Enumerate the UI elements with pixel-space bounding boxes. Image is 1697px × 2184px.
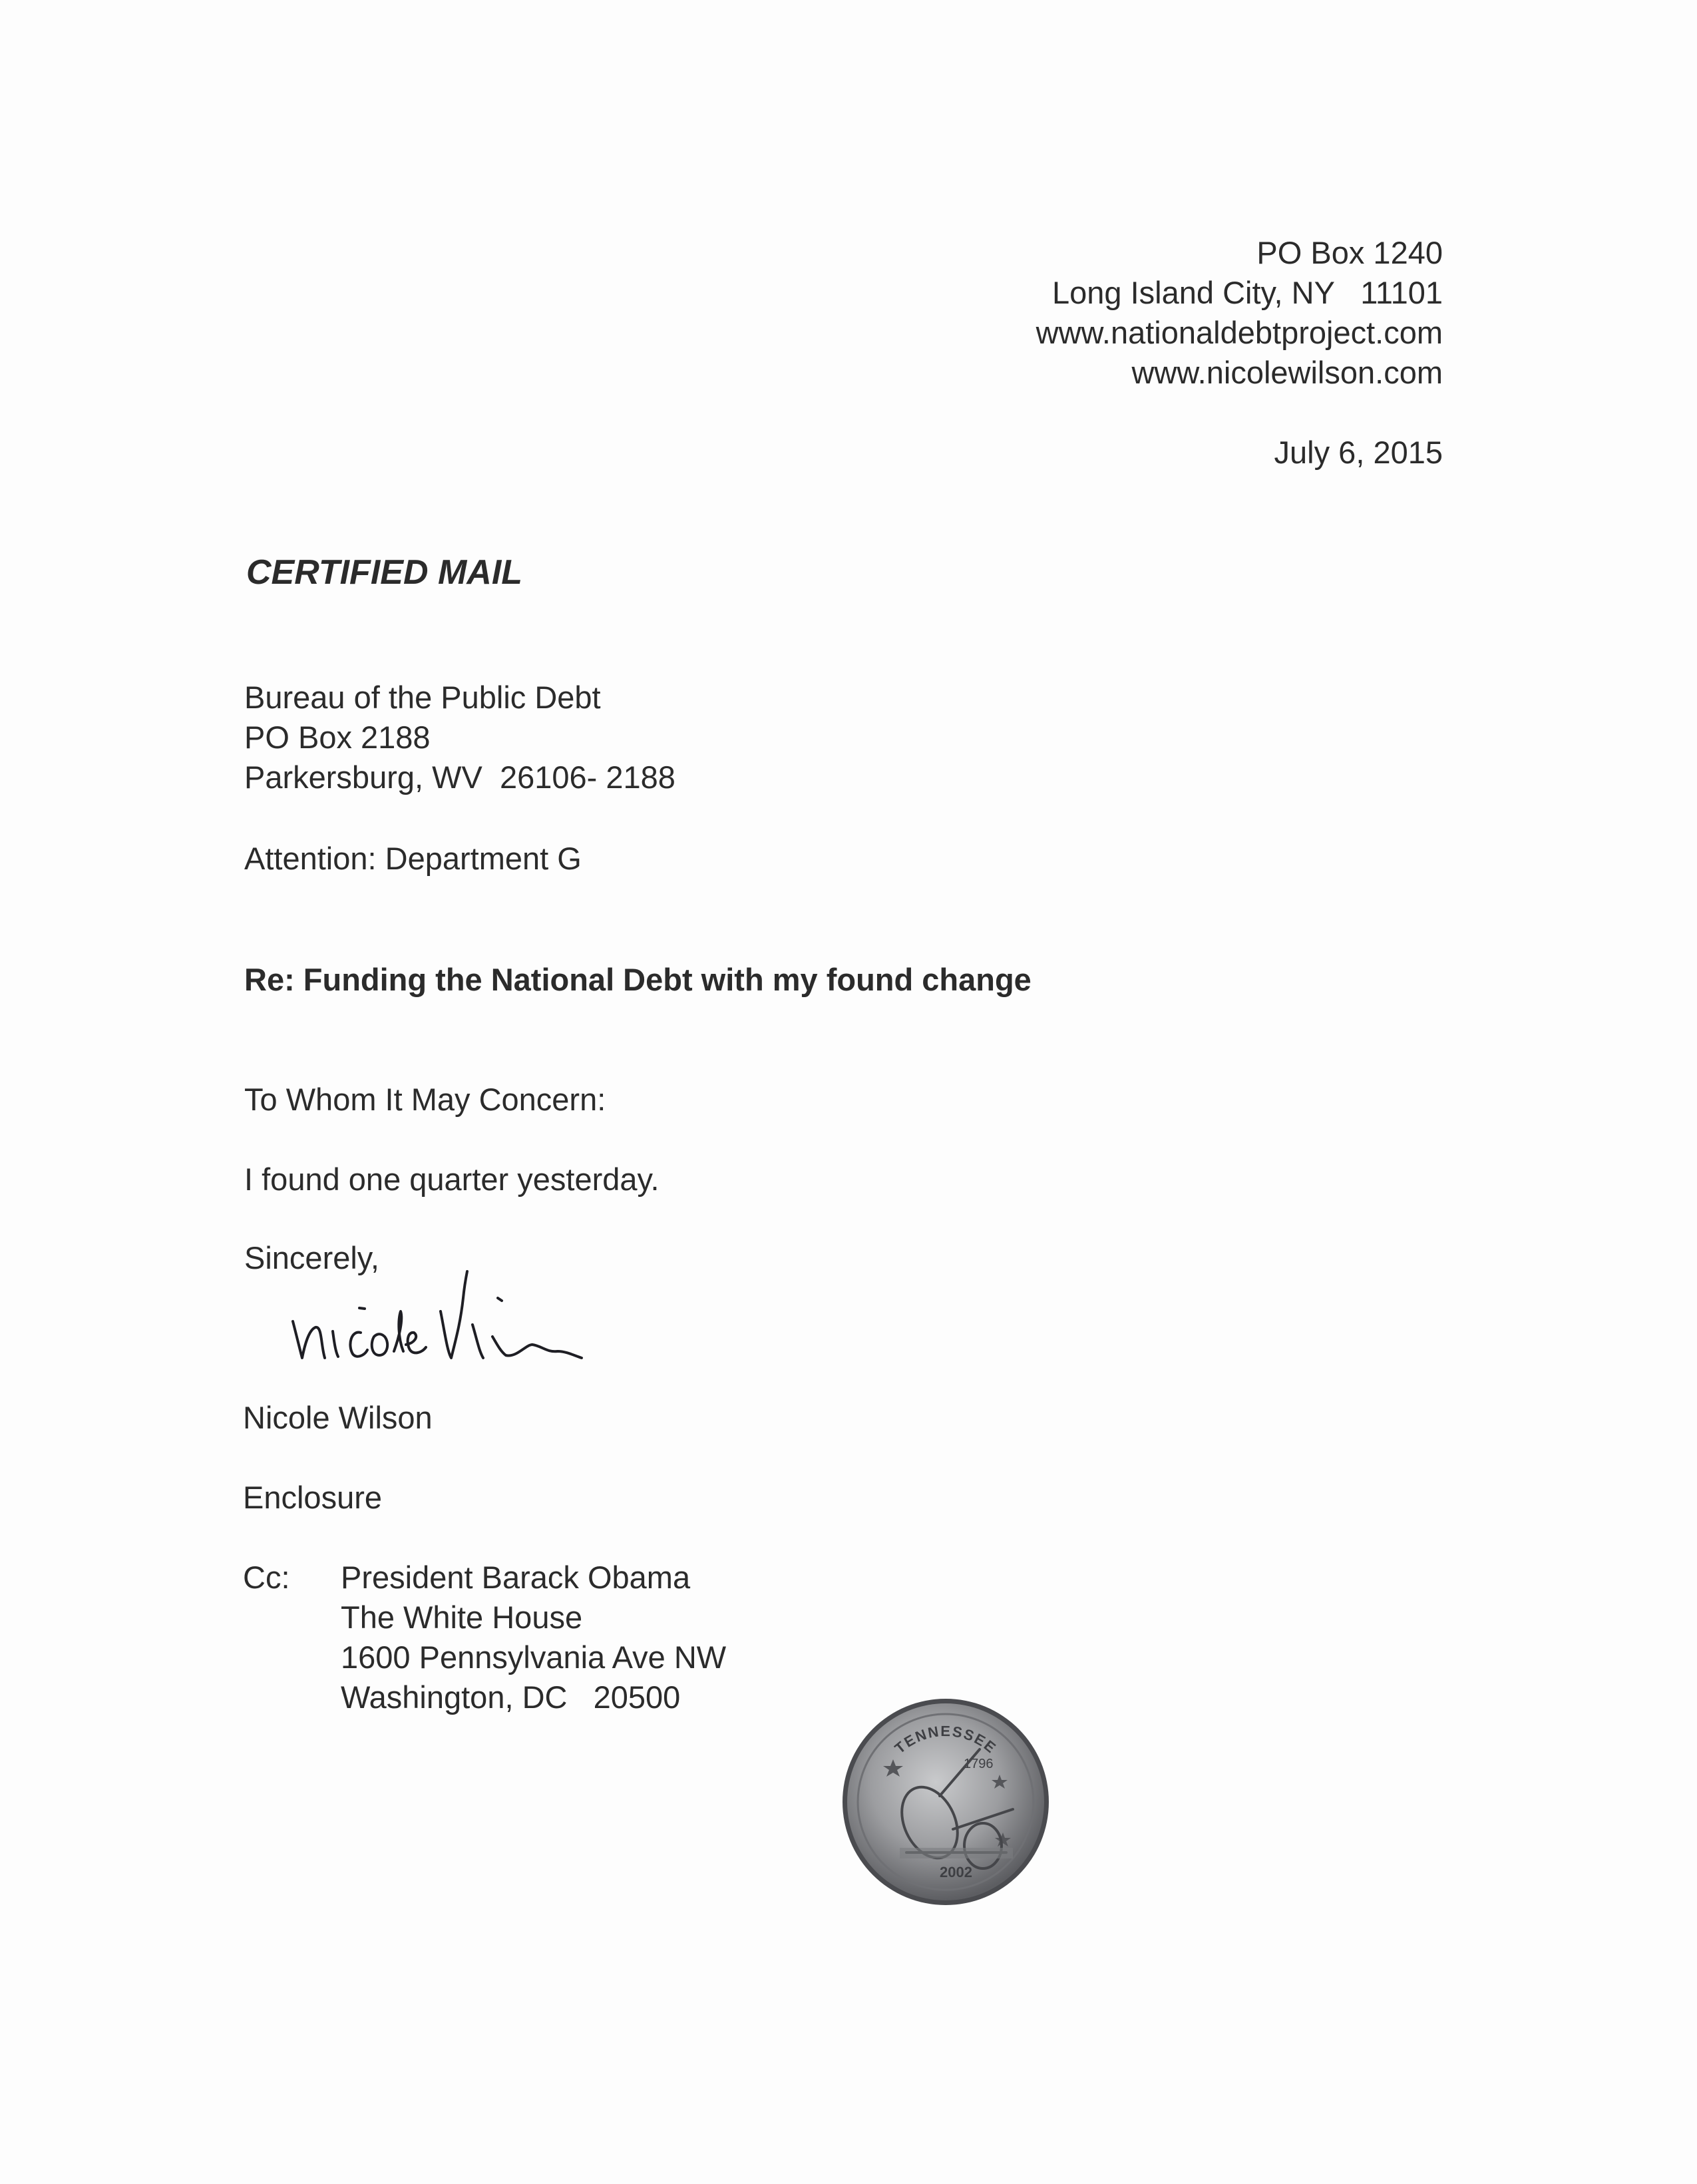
recipient-address-line: Parkersburg, WV 26106- 2188 xyxy=(244,760,675,795)
sender-address-line: PO Box 1240 xyxy=(1256,235,1443,270)
recipient-address-line: Bureau of the Public Debt xyxy=(244,680,601,715)
sender-website-line: www.nicolewilson.com xyxy=(1131,355,1443,390)
cc-address-line: President Barack Obama xyxy=(341,1560,691,1595)
certified-mail-label: CERTIFIED MAIL xyxy=(246,553,523,592)
signer-name: Nicole Wilson xyxy=(243,1400,433,1435)
attention-line: Attention: Department G xyxy=(244,841,582,876)
quarter-coin xyxy=(840,1696,1051,1908)
sender-address xyxy=(1036,233,1443,393)
enclosure-note: Enclosure xyxy=(243,1480,382,1515)
recipient-address xyxy=(244,678,675,797)
cc-label: Cc: xyxy=(243,1560,290,1595)
coin-mint-year: 2002 xyxy=(940,1864,972,1880)
salutation: To Whom It May Concern: xyxy=(244,1082,606,1117)
coin-state-text: TENNESSEE xyxy=(891,1722,1000,1757)
closing: Sincerely, xyxy=(244,1240,379,1275)
coin-year-text: 1796 xyxy=(964,1757,994,1771)
letter-date: July 6, 2015 xyxy=(1274,435,1443,470)
letter-body: I found one quarter yesterday. xyxy=(244,1162,660,1197)
sender-website-line: www.nationaldebtproject.com xyxy=(1036,315,1443,350)
cc-address xyxy=(341,1558,726,1717)
cc-address-line: 1600 Pennsylvania Ave NW xyxy=(341,1639,727,1675)
subject-line: Re: Funding the National Debt with my found change xyxy=(244,962,1032,997)
sender-address-line: Long Island City, NY 11101 xyxy=(1052,275,1443,310)
cc-address-line: The White House xyxy=(341,1600,583,1635)
handwritten-signature xyxy=(286,1258,659,1385)
recipient-address-line: PO Box 2188 xyxy=(244,720,431,755)
cc-address-line: Washington, DC 20500 xyxy=(341,1679,681,1715)
